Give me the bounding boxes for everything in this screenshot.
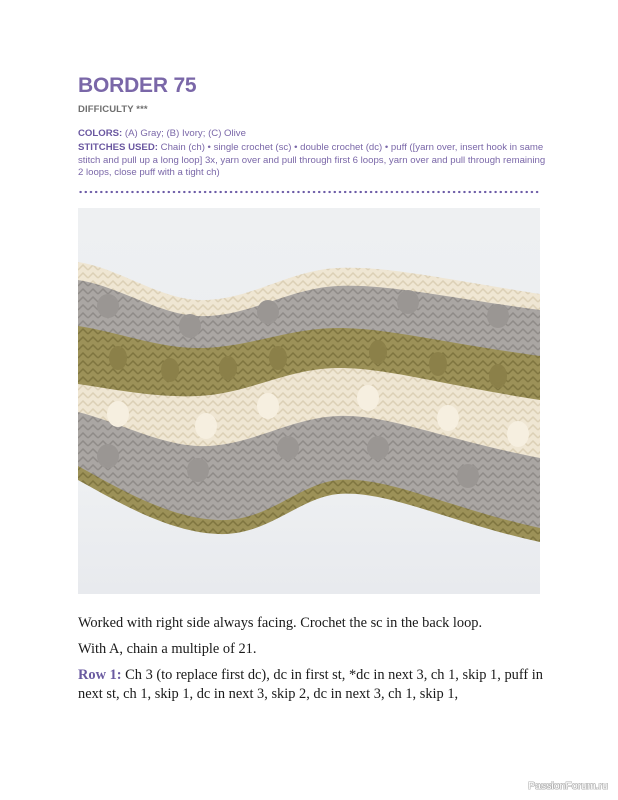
colors-value: (A) Gray; (B) Ivory; (C) Olive [122, 128, 246, 139]
instructions [78, 614, 548, 711]
difficulty-rating: DIFFICULTY *** [78, 104, 148, 115]
swatch-photo [78, 208, 540, 594]
intro-text: Worked with right side always facing. Crochet the sc in the back loop. [78, 615, 483, 631]
watermark: PassionForum.ru [528, 780, 608, 792]
stitches-value: Chain (ch) • single crochet (sc) • double crochet (dc) • puff ([yarn over, insert hook in same stitch and pull up a long loop] 3x, yarn over and pull through first 6 loops, yarn over and pull through remaining 2 loops, close puff with a tight ch) [78, 142, 546, 178]
stitches-line [78, 142, 548, 179]
colors-label: COLORS: [78, 128, 123, 139]
chain-instruction: With A, chain a multiple of 21. [78, 641, 257, 657]
row-1-instruction [78, 666, 548, 704]
dotted-divider [78, 190, 540, 194]
stitches-label: STITCHES USED: [78, 142, 158, 154]
row-1-text: Ch 3 (to replace first dc), dc in first st, *dc in next 3, ch 1, skip 1, puff in next st, ch 1, skip 1, dc in next 3, skip 2, dc in next 3, ch 1, skip 1, [78, 667, 543, 702]
crochet-swatch-image [78, 208, 540, 594]
pattern-title: BORDER 75 [78, 74, 197, 97]
pattern-info [78, 128, 548, 179]
colors-line [78, 128, 548, 140]
row-1-label: Row 1: [78, 667, 122, 683]
